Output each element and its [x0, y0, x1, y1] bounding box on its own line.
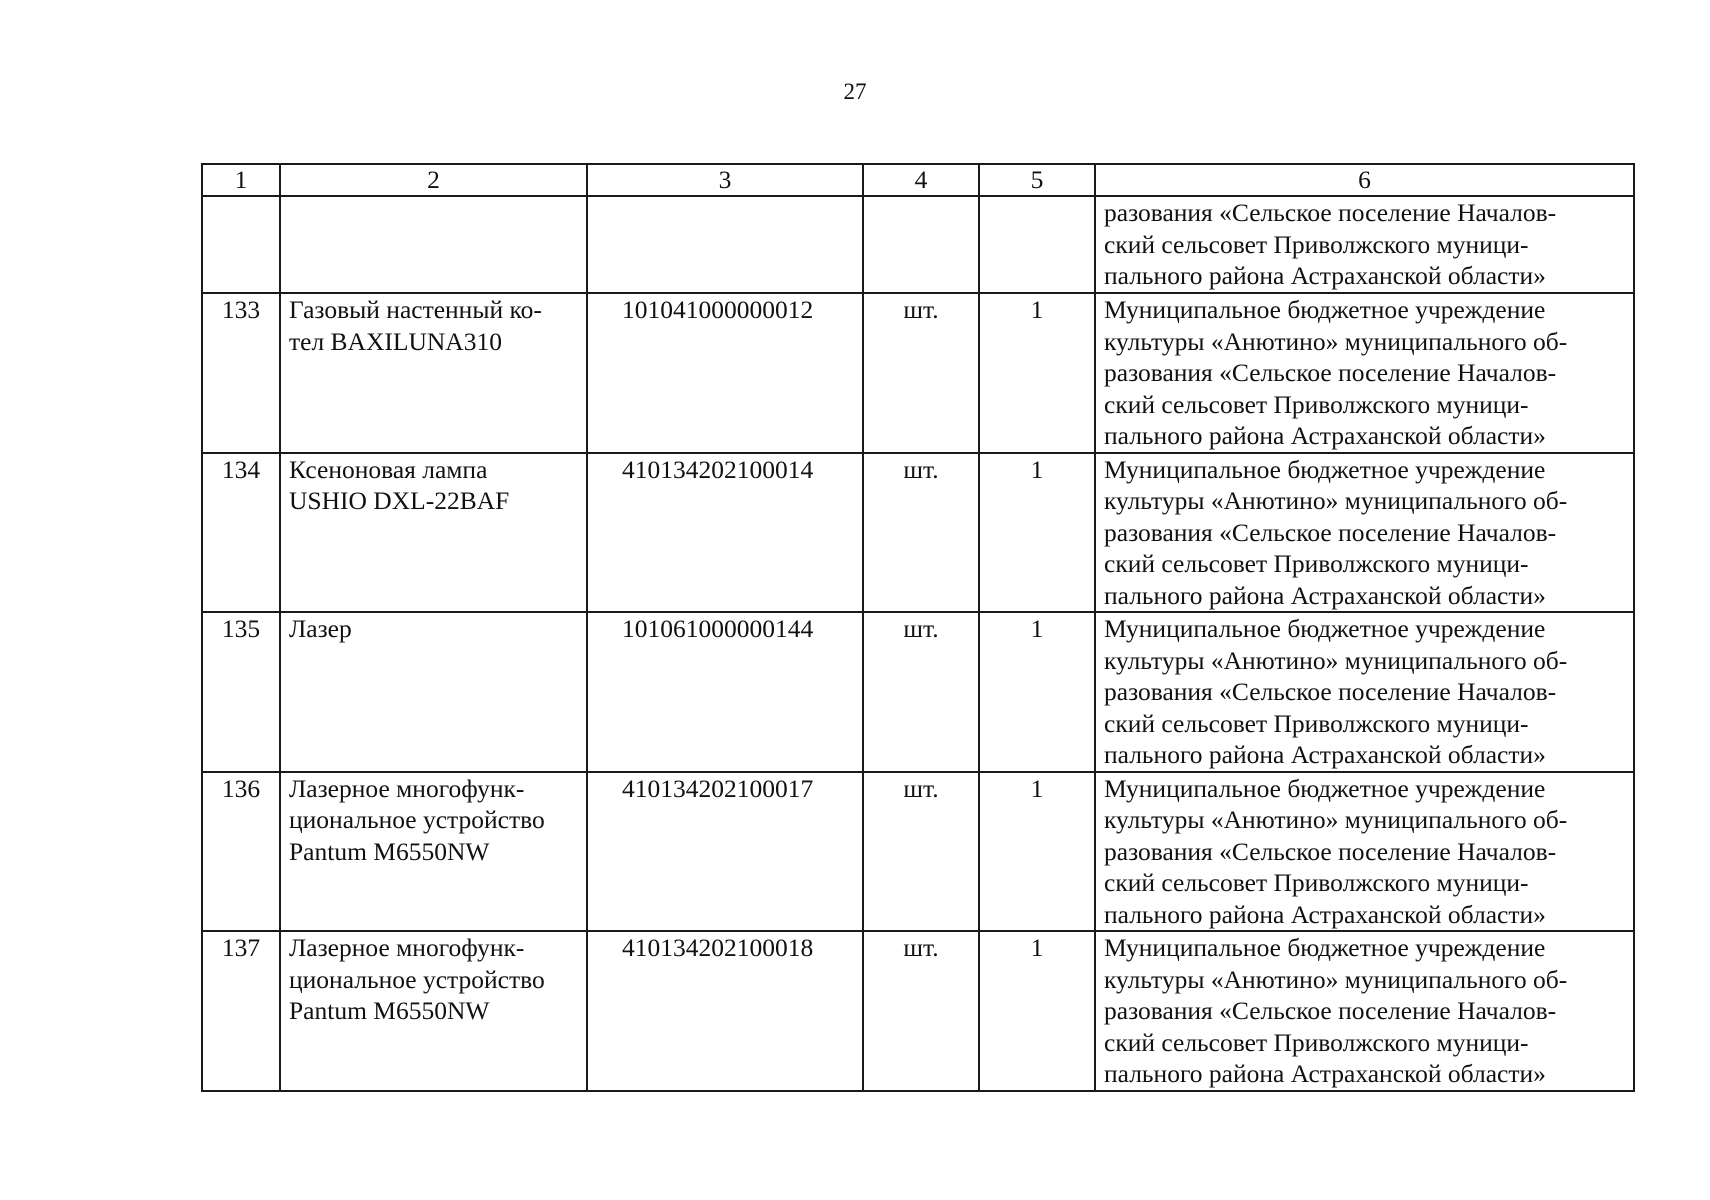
owner-line: пального района Астраханской области» [1104, 740, 1546, 769]
cell-owner [1095, 612, 1634, 772]
table-row [202, 612, 1634, 772]
cell-code: 410134202100017 [587, 772, 863, 932]
owner-line: ский сельсовет Приволжского муници- [1104, 868, 1529, 897]
item-name-line: циональное устройство [289, 964, 545, 994]
owner-line: разования «Сельское поселение Началов- [1104, 836, 1557, 866]
cell-owner [1095, 772, 1634, 932]
cell-code: 101061000000144 [587, 612, 863, 772]
owner-line: разования «Сельское поселение Началов- [1104, 198, 1557, 227]
cell-number: 137 [202, 931, 280, 1091]
continuation-row [202, 196, 1634, 293]
owner-line: пального района Астраханской области» [1104, 261, 1546, 290]
column-header-owner: 6 [1095, 164, 1634, 196]
cell-code: 410134202100014 [587, 453, 863, 613]
table-header-row [202, 164, 1634, 196]
cell-unit: шт. [863, 772, 979, 932]
item-name-line: Pantum M6550NW [289, 836, 490, 866]
cell-name [280, 293, 587, 453]
owner-line: пального района Астраханской области» [1104, 580, 1546, 610]
item-name-line: Лазерное многофунк- [289, 933, 525, 962]
item-name-line: Лазерное многофунк- [289, 773, 525, 803]
item-name-line: тел BAXILUNA310 [289, 326, 502, 356]
cell-number: 134 [202, 453, 280, 613]
cell-number: 135 [202, 612, 280, 772]
cell-code: 410134202100018 [587, 931, 863, 1091]
table-row [202, 931, 1634, 1091]
cell-name [280, 612, 587, 772]
owner-line: ский сельсовет Приволжского муници- [1104, 708, 1529, 738]
item-name-line: Pantum M6550NW [289, 996, 490, 1025]
column-header-name: 2 [280, 164, 587, 196]
column-header-unit: 4 [863, 164, 979, 196]
owner-line: культуры «Анютино» муниципального об- [1104, 326, 1568, 356]
owner-line: Муниципальное бюджетное учреждение [1104, 933, 1546, 962]
owner-line: разования «Сельское поселение Началов- [1104, 996, 1557, 1025]
column-header-code: 3 [587, 164, 863, 196]
cell-number: 136 [202, 772, 280, 932]
cell-unit [863, 196, 979, 293]
cell-quantity: 1 [979, 931, 1095, 1091]
owner-line: Муниципальное бюджетное учреждение [1104, 614, 1546, 643]
property-table [201, 163, 1635, 1092]
cell-owner [1095, 931, 1634, 1091]
owner-line: Муниципальное бюджетное учреждение [1104, 454, 1546, 484]
item-name-line: Лазер [289, 614, 352, 643]
owner-line: ский сельсовет Приволжского муници- [1104, 229, 1529, 259]
owner-line: ский сельсовет Приволжского муници- [1104, 1027, 1529, 1057]
owner-line: культуры «Анютино» муниципального об- [1104, 645, 1568, 675]
item-name-line: Газовый настенный ко- [289, 295, 542, 324]
page-number: 27 [843, 79, 867, 104]
owner-line: культуры «Анютино» муниципального об- [1104, 805, 1568, 834]
owner-line: ский сельсовет Приволжского муници- [1104, 549, 1529, 578]
item-name-line: циональное устройство [289, 805, 545, 834]
table-row [202, 772, 1634, 932]
cell-name [280, 772, 587, 932]
column-header-quantity: 5 [979, 164, 1095, 196]
cell-code [587, 196, 863, 293]
owner-line: пального района Астраханской области» [1104, 421, 1546, 450]
cell-unit: шт. [863, 453, 979, 613]
owner-line: Муниципальное бюджетное учреждение [1104, 295, 1546, 324]
cell-owner [1095, 293, 1634, 453]
table-row [202, 453, 1634, 613]
cell-owner [1095, 196, 1634, 293]
owner-line: разования «Сельское поселение Началов- [1104, 358, 1557, 387]
cell-quantity: 1 [979, 612, 1095, 772]
cell-name [280, 453, 587, 613]
owner-line: Муниципальное бюджетное учреждение [1104, 773, 1546, 803]
cell-owner [1095, 453, 1634, 613]
cell-unit: шт. [863, 931, 979, 1091]
owner-line: разования «Сельское поселение Началов- [1104, 677, 1557, 706]
cell-quantity: 1 [979, 453, 1095, 613]
cell-unit: шт. [863, 612, 979, 772]
item-name-line: USHIO DXL-22BAF [289, 486, 510, 515]
cell-code: 101041000000012 [587, 293, 863, 453]
owner-line: культуры «Анютино» муниципального об- [1104, 486, 1568, 515]
owner-line: культуры «Анютино» муниципального об- [1104, 964, 1568, 994]
cell-unit: шт. [863, 293, 979, 453]
owner-line: пального района Астраханской области» [1104, 1059, 1546, 1088]
owner-line: ский сельсовет Приволжского муници- [1104, 389, 1529, 419]
cell-quantity: 1 [979, 293, 1095, 453]
cell-quantity [979, 196, 1095, 293]
cell-number: 133 [202, 293, 280, 453]
cell-quantity: 1 [979, 772, 1095, 932]
owner-line: разования «Сельское поселение Началов- [1104, 517, 1557, 547]
item-name-line: Ксеноновая лампа [289, 454, 488, 484]
column-header-number: 1 [202, 164, 280, 196]
owner-line: пального района Астраханской области» [1104, 899, 1546, 929]
cell-name [280, 196, 587, 293]
table-row [202, 293, 1634, 453]
cell-name [280, 931, 587, 1091]
cell-number [202, 196, 280, 293]
